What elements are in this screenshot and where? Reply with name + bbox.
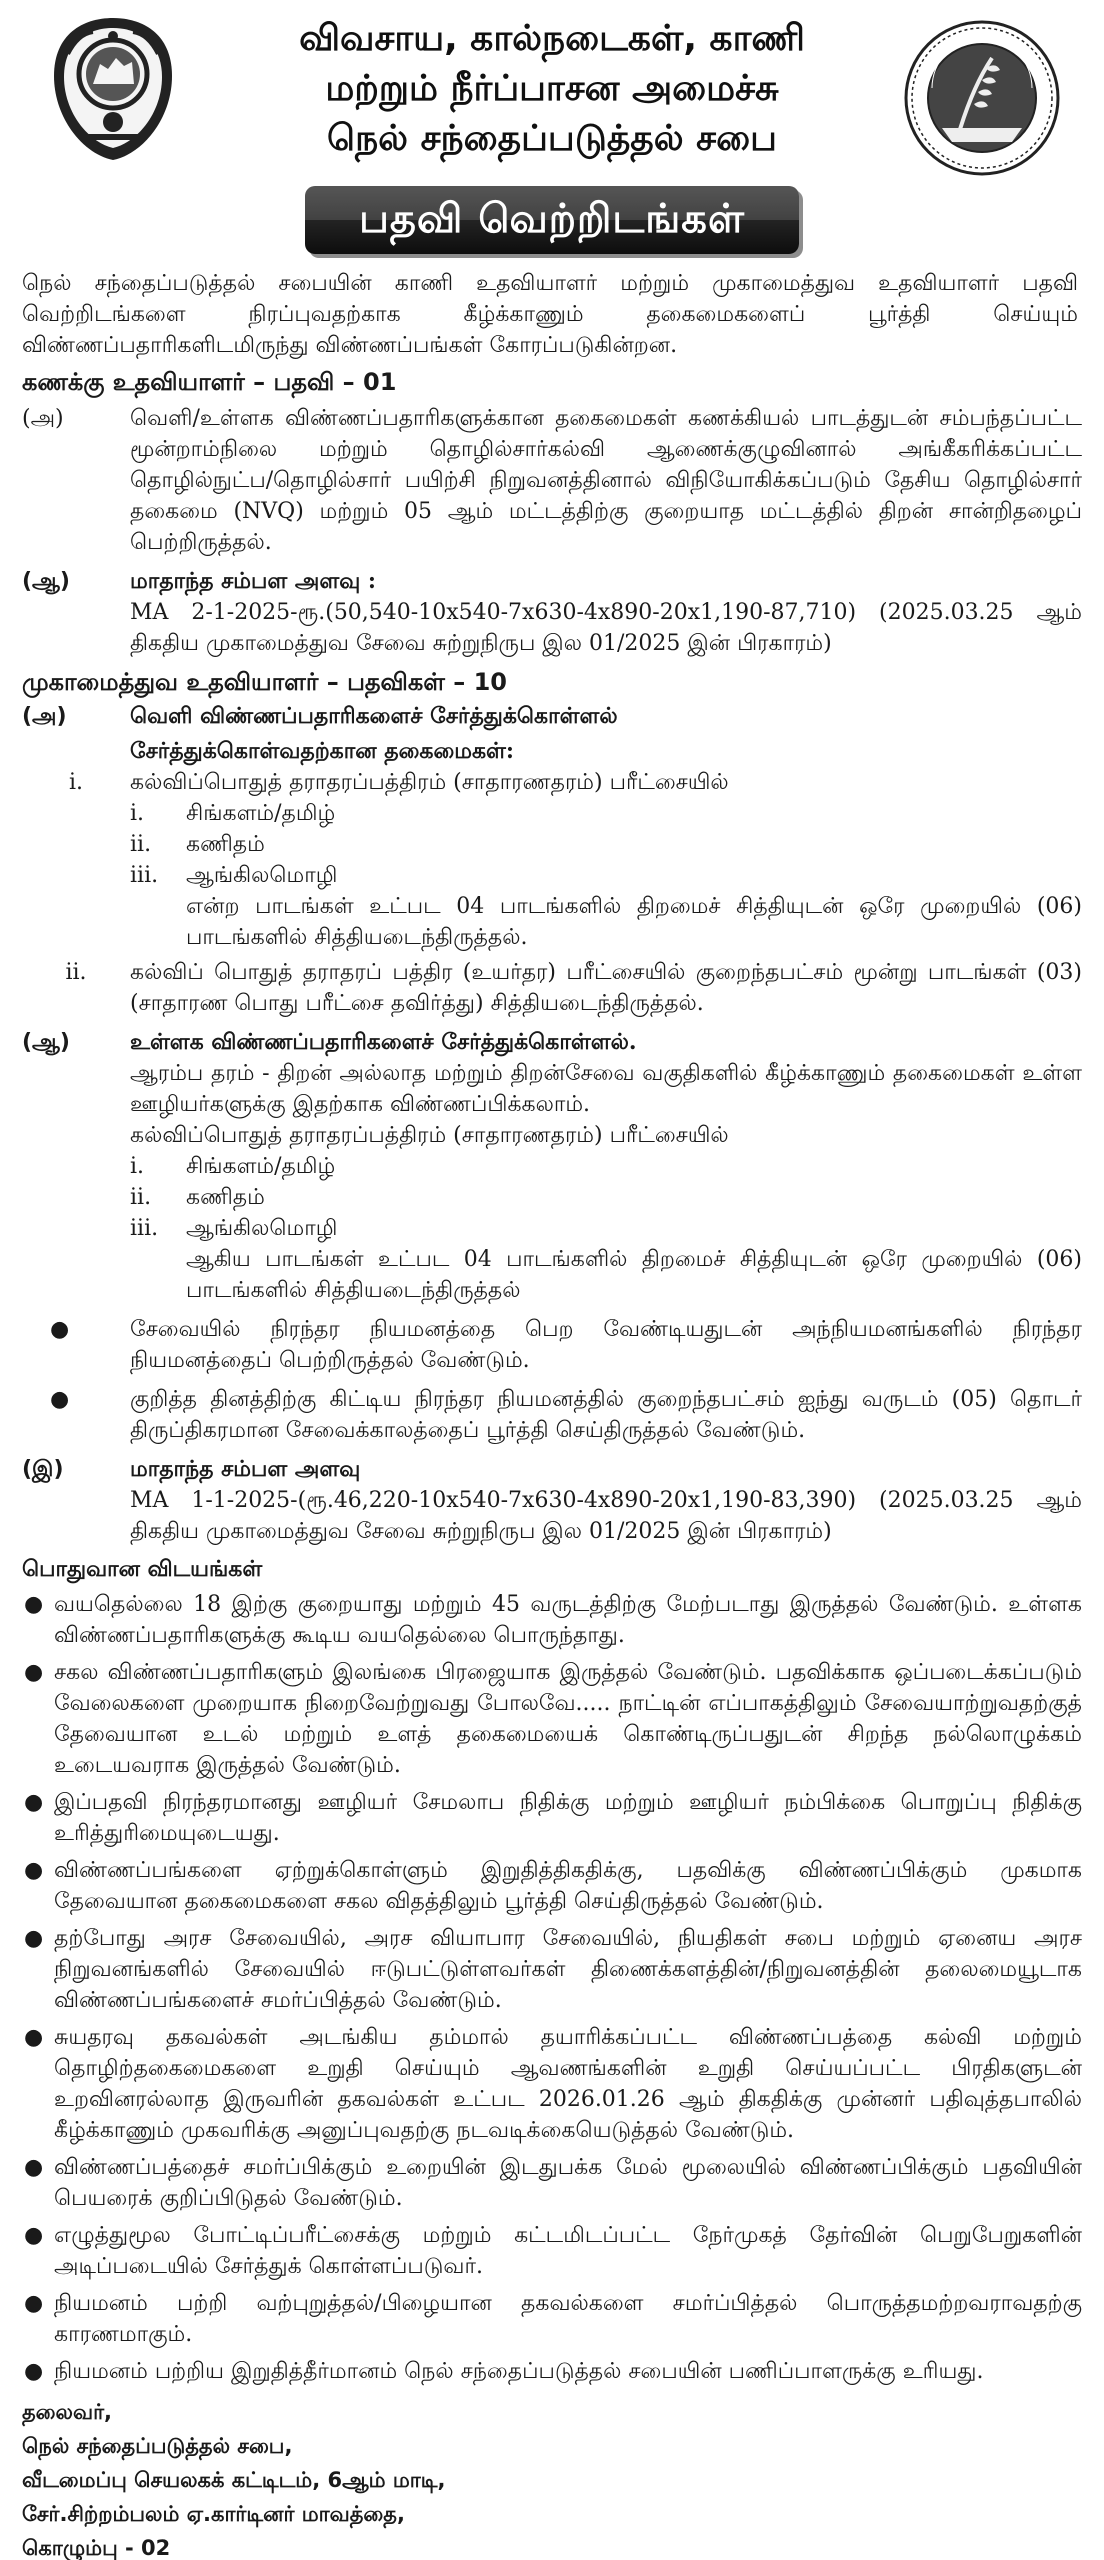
subject-item: iii. ஆங்கிலமொழி — [130, 863, 338, 888]
general-bullet: ● நியமனம் பற்றி வற்புறுத்தல்/பிழையான தகவல்களை சமர்ப்பித்தல் பொருத்தமற்றவராவதற்கு காரணமாகும். — [22, 2288, 1082, 2350]
bullet-icon: ● — [24, 2025, 44, 2050]
intro-text: நெல் சந்தைப்படுத்தல் சபையின் காணி உதவியாளர் மற்றும் முகாமைத்துவ உதவியாளர் பதவி வெற்றிடங்களை நிரப்புவதற்காக கீழ்க்காணும் தகைமைகளைப் பூர்த்தி செய்யும் விண்ணப்பதாரிகளிடமிருந்து விண்ணப்பங்கள் கோரப்படுகின்றன. — [22, 271, 1078, 358]
post2-item-b — [22, 1027, 1082, 1151]
general-heading: பொதுவான விடயங்கள் — [22, 1557, 263, 1582]
header — [22, 0, 1082, 180]
general-bullet: ● தற்போது அரச சேவையில், அரச வியாபார சேவையில், நியதிகள் சபை மற்றும் ஏனைய அரச நிறுவனங்களில் சேவையில் ஈடுபட்டுள்ளவர்கள் திணைக்களத்தின்/நிறுவனத்தின் தலைமையூடாக விண்ணப்பங்களைச் சமர்ப்பித்தல் வேண்டும். — [22, 1923, 1082, 2016]
post2-i-after: என்ற பாடங்கள் உட்பட 04 பாடங்களில் திறமைச் சித்தியுடன் ஒரே முறையில் (06) பாடங்களில் சித்தியடைந்திருத்தல். — [186, 894, 1082, 950]
bullet-icon: ● — [50, 1317, 70, 1342]
address-line-2: நெல் சந்தைப்படுத்தல் சபை, — [22, 2434, 293, 2458]
post2-b-text1: ஆரம்ப தரம் - திறன் அல்லாத மற்றும் திறன்சேவை வகுதிகளில் கீழ்க்காணும் தகைமைகள் உள்ள ஊழியர்களுக்கு இதற்காக விண்ணப்பிக்கலாம். — [130, 1061, 1082, 1117]
marker: (ஆ) — [22, 569, 70, 594]
bullet-icon: ● — [24, 1926, 44, 1951]
marker: (இ) — [22, 1457, 64, 1482]
post2-b-text2: கல்விப்பொதுத் தராதரப்பத்திரம் (சாதாரணதரம்) பரீட்சையில் — [130, 1123, 729, 1148]
general-bullet: ● இப்பதவி நிரந்தரமானது ஊழியர் சேமலாப நிதிக்கு மற்றும் ஊழியர் நம்பிக்கை பொறுப்பு நிதிக்கு உரித்துரிமையுடையது. — [22, 1787, 1082, 1849]
contact-address — [22, 2395, 1082, 2560]
post2-item-a — [22, 701, 1082, 767]
paddy-board-logo-icon — [902, 18, 1062, 178]
post2-a-subtitle: சேர்த்துக்கொள்வதற்கான தகைமைகள்: — [130, 738, 515, 764]
address-line-4: சேர்.சிற்றம்பலம் ஏ.கார்டினர் மாவத்தை, — [22, 2502, 405, 2526]
post2-c-title: மாதாந்த சம்பள அளவு — [130, 1456, 361, 1482]
bullet-icon: ● — [24, 1858, 44, 1883]
post2-a-i — [22, 767, 1082, 798]
bullet-icon: ● — [24, 2359, 44, 2384]
subject-item: i. சிங்களம்/தமிழ் — [130, 1154, 336, 1179]
bullet-icon: ● — [50, 1387, 70, 1412]
post1-b-text: MA 2-1-2025-ரூ.(50,540-10x540-7x630-4x890-20x1,190-87,710) (2025.03.25 ஆம் திகதிய முகாமைத்துவ சேவை சுற்றுநிருப இல 01/2025 இன் பிரகாரம்) — [130, 600, 1082, 656]
address-line-1: தலைவர், — [22, 2400, 113, 2424]
subject-item: i. சிங்களம்/தமிழ் — [130, 801, 336, 826]
post2-i-text: கல்விப்பொதுத் தராதரப்பத்திரம் (சாதாரணதரம்) பரீட்சையில் — [130, 770, 729, 795]
bullet-icon: ● — [24, 1660, 44, 1685]
roman-marker: i. — [68, 770, 84, 795]
general-bullet: ● சகல விண்ணப்பதாரிகளும் இலங்கை பிரஜையாக இருத்தல் வேண்டும். பதவிக்காக ஒப்படைக்கப்படும் வேலைகளை முறையாக நிறைவேற்றுவது போலவே..... நாட்டின் எப்பாகத்திலும் சேவையாற்றுவதற்குத் தேவையான உடல் மற்றும் உளத் தகைமையைக் கொண்டிருப்பதுடன் சிறந்த நல்லொழுக்கம் உடையவராக இருத்தல் வேண்டும். — [22, 1657, 1082, 1781]
address-line-5: கொழும்பு - 02 — [22, 2536, 171, 2560]
subject-item: iii. ஆங்கிலமொழி — [130, 1216, 338, 1241]
address-line-3: வீடமைப்பு செயலகக் கட்டிடம், 6ஆம் மாடி, — [22, 2468, 446, 2492]
ministry-title — [222, 14, 882, 164]
bullet-icon: ● — [24, 2223, 44, 2248]
post1-item-a — [22, 403, 1082, 558]
subject-item: ii. கணிதம் — [130, 1185, 265, 1210]
post1-heading: கணக்கு உதவியாளர் – பதவி – 01 — [22, 368, 397, 396]
ministry-line-2: மற்றும் நீர்ப்பாசன அமைச்சு — [325, 68, 779, 109]
general-bullet: ● விண்ணப்பத்தைச் சமர்ப்பிக்கும் உறையின் இடதுபக்க மேல் மூலையில் விண்ணப்பிக்கும் பதவியின் பெயரைக் குறிப்பிடுதல் வேண்டும். — [22, 2152, 1082, 2214]
bullet-icon: ● — [24, 2291, 44, 2316]
post2-bullet: ● குறித்த தினத்திற்கு கிட்டிய நிரந்தர நியமனத்தில் குறைந்தபட்சம் ஐந்து வருடம் (05) தொடர் திருப்திகரமான சேவைக்காலத்தைப் பூர்த்தி செய்திருத்தல் வேண்டும். — [22, 1384, 1082, 1446]
bullet-icon: ● — [24, 1790, 44, 1815]
sri-lanka-emblem-icon — [48, 14, 178, 164]
marker: (அ) — [22, 704, 67, 729]
post2-item-c — [22, 1454, 1082, 1547]
general-bullet: ● நியமனம் பற்றிய இறுதித்தீர்மானம் நெல் சந்தைப்படுத்தல் சபையின் பணிப்பாளருக்கு உரியது. — [22, 2356, 1082, 2387]
bullet-icon: ● — [24, 1592, 44, 1617]
ministry-line-1: விவசாய, கால்நடைகள், காணி — [299, 18, 805, 59]
general-bullet: ● சுயதரவு தகவல்கள் அடங்கிய தம்மால் தயாரிக்கப்பட்ட விண்ணப்பத்தை கல்வி மற்றும் தொழிற்தகைமைகளை உறுதி செய்யும் ஆவணங்களின் உறுதி செய்யப்பட்ட பிரதிகளுடன் உறவினரல்லாத இருவரின் தகவல்கள் உட்பட 2026.01.26 ஆம் திகதிக்கு முன்னர் பதிவுத்தபாலில் கீழ்க்காணும் முகவரிக்கு அனுப்புவதற்கு நடவடிக்கையெடுத்தல் வேண்டும். — [22, 2022, 1082, 2146]
general-bullet: ● விண்ணப்பங்களை ஏற்றுக்கொள்ளும் இறுதித்திகதிக்கு, பதவிக்கு விண்ணப்பிக்கும் முகமாக தேவையான தகைமைகளை சகல விதத்திலும் பூர்த்தி செய்திருத்தல் வேண்டும். — [22, 1855, 1082, 1917]
post2-c-text: MA 1-1-2025-(ரூ.46,220-10x540-7x630-4x890-20x1,190-83,390) (2025.03.25 ஆம் திகதிய முகாமைத்துவ சேவை சுற்றுநிருப இல 01/2025 இன் பிரகாரம்) — [130, 1488, 1082, 1544]
post2-ii-text: கல்விப் பொதுத் தராதரப் பத்திர (உயர்தர) பரீட்சையில் குறைந்தபட்சம் மூன்று பாடங்கள் (03) (சாதாரண பொது பரீட்சை தவிர்த்து) சித்தியடைந்திருத்தல். — [130, 960, 1082, 1016]
post2-bullet: ● சேவையில் நிரந்தர நியமனத்தை பெற வேண்டியதுடன் அந்நியமனங்களில் நிரந்தர நியமனத்தைப் பெற்றிருத்தல் வேண்டும். — [22, 1314, 1082, 1376]
post2-a-title: வெளி விண்ணப்பதாரிகளைச் சேர்த்துக்கொள்ளல் — [130, 703, 618, 729]
general-bullet: ● வயதெல்லை 18 இற்கு குறையாது மற்றும் 45 வருடத்திற்கு மேற்படாது இருத்தல் வேண்டும். உள்ளக விண்ணப்பதாரிகளுக்கு கூடிய வயதெல்லை பொருந்தாது. — [22, 1589, 1082, 1651]
roman-marker: ii. — [65, 960, 87, 985]
vacancies-banner: பதவி வெற்றிடங்கள் — [305, 186, 799, 254]
post2-b-after: ஆகிய பாடங்கள் உட்பட 04 பாடங்களில் திறமைச் சித்தியுடன் ஒரே முறையில் (06) பாடங்களில் சித்தியடைந்திருத்தல் — [186, 1247, 1082, 1303]
post2-b-title: உள்ளக விண்ணப்பதாரிகளைச் சேர்த்துக்கொள்ளல். — [130, 1029, 637, 1055]
post1-item-b — [22, 566, 1082, 659]
subject-item: ii. கணிதம் — [130, 832, 265, 857]
marker: (ஆ) — [22, 1030, 70, 1055]
post2-a-ii — [22, 957, 1082, 1019]
post1-b-title: மாதாந்த சம்பள அளவு : — [130, 568, 377, 594]
post1-a-text: வெளி/உள்ளக விண்ணப்பதாரிகளுக்கான தகைமைகள் கணக்கியல் பாடத்துடன் சம்பந்தப்பட்ட மூன்றாம்நிலை மற்றும் தொழில்சார்கல்வி ஆணைக்குழுவினால் அங்கீகரிக்கப்பட்ட தொழில்நுட்ப/தொழில்சார் பயிற்சி நிறுவனத்தினால் விநியோகிக்கப்படும் தேசிய தொழில்சார் தகைமை (NVQ) மற்றும் 05 ஆம் மட்டத்திற்கு குறையாத மட்டத்தில் திறன் சான்றிதழைப் பெற்றிருத்தல். — [130, 406, 1082, 555]
ministry-line-3: நெல் சந்தைப்படுத்தல் சபை — [327, 118, 777, 159]
bullet-icon: ● — [24, 2155, 44, 2180]
banner-wrap — [22, 180, 1082, 264]
marker: (அ) — [22, 406, 64, 431]
post2-heading: முகாமைத்துவ உதவியாளர் – பதவிகள் – 10 — [22, 668, 507, 696]
general-bullet: ● எழுத்துமூல போட்டிப்பரீட்சைக்கு மற்றும் கட்டமிடப்பட்ட நேர்முகத் தேர்வின் பெறுபேறுகளின் அடிப்படையில் சேர்த்துக் கொள்ளப்படுவர். — [22, 2220, 1082, 2282]
